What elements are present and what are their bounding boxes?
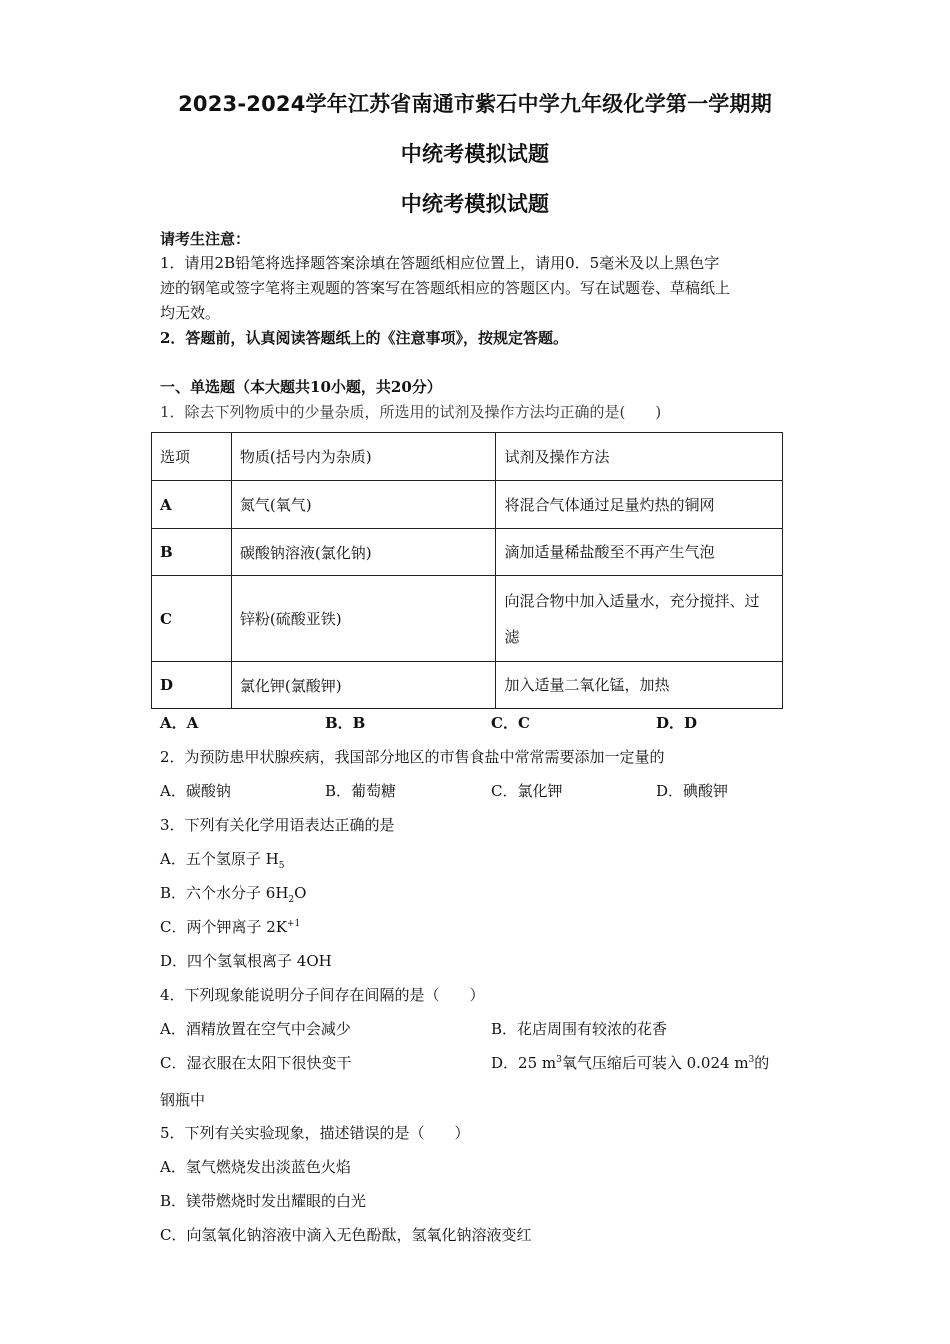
q3-stem: 3．下列有关化学用语表达正确的是 (160, 816, 395, 834)
q3-option-b (160, 882, 306, 905)
q4-option-d-sup1: 3 (556, 1055, 562, 1065)
q2-option-d: D．碘酸钾 (656, 782, 729, 800)
table-row (152, 481, 783, 529)
table-row (152, 662, 783, 709)
q4-stem: 4．下列现象能说明分子间存在间隔的是（ ） (160, 986, 485, 1004)
notice-item1-line1: 1．请用2B铅笔将选择题答案涂填在答题纸相应位置上，请用0．5毫米及以上黑色字 (160, 254, 720, 272)
q3-option-b-sub: 2 (288, 895, 295, 905)
document-title-line1: 2023-2024学年江苏省南通市紫石中学九年级化学第一学期期 (178, 92, 772, 116)
table-cell: B (152, 529, 232, 576)
q1-stem: 1．除去下列物质中的少量杂质，所选用的试剂及操作方法均正确的是( ) (160, 403, 662, 421)
q3-option-c-sup: +1 (287, 919, 301, 929)
notice-item1-line3: 均无效。 (160, 304, 221, 322)
q4-option-d-sup2: 3 (748, 1055, 755, 1065)
q5-option-a: A．氢气燃烧发出淡蓝色火焰 (160, 1158, 351, 1176)
table-cell: 加入适量二氧化锰，加热 (496, 662, 783, 709)
q4-option-b: B．花店周围有较浓的花香 (491, 1020, 668, 1038)
q5-option-b: B．镁带燃烧时发出耀眼的白光 (160, 1192, 367, 1210)
q3-option-c (160, 916, 300, 937)
q4-option-d (491, 1052, 769, 1073)
table-cell: 氯化钾(氯酸钾) (231, 662, 496, 709)
q1-option-d: D．D (656, 714, 698, 732)
q2-option-a: A．碳酸钠 (160, 782, 231, 800)
table-row (152, 529, 783, 576)
table-header-cell: 选项 (152, 433, 232, 481)
q5-option-c: C．向氢氧化钠溶液中滴入无色酚酞，氢氧化钠溶液变红 (160, 1226, 532, 1244)
q4-option-d-post: 的 (754, 1054, 770, 1072)
table-cell: 氮气(氧气) (231, 481, 496, 529)
q4-option-d-continuation: 钢瓶中 (160, 1091, 206, 1109)
table-cell: A (152, 481, 232, 529)
section1-heading: 一、单选题（本大题共10小题，共20分） (160, 378, 442, 396)
q3-option-a-sub: 5 (278, 861, 285, 871)
table-header-cell: 试剂及操作方法 (496, 433, 783, 481)
q3-option-b-tail: O (294, 884, 307, 902)
q3-option-a (160, 848, 284, 871)
q4-option-d-pre: D．25 m (491, 1054, 557, 1072)
q5-stem: 5．下列有关实验现象，描述错误的是（ ） (160, 1124, 470, 1142)
document-title-line3: 中统考模拟试题 (400, 192, 550, 216)
q4-option-a: A．酒精放置在空气中会减少 (160, 1020, 351, 1038)
q2-option-c: C．氯化钾 (491, 782, 563, 800)
q3-option-b-text: B．六个水分子 6H (160, 884, 289, 902)
table-header-cell: 物质(括号内为杂质) (231, 433, 496, 481)
q4-option-d-mid: 氧气压缩后可装入 0.024 m (561, 1054, 749, 1072)
q3-option-a-text: A．五个氢原子 H (160, 850, 279, 868)
table-row (152, 576, 783, 662)
q3-option-c-text: C．两个钾离子 2K (160, 918, 287, 936)
notice-item2: 2．答题前，认真阅读答题纸上的《注意事项》，按规定答题。 (160, 329, 568, 347)
table-cell: 碳酸钠溶液(氯化钠) (231, 529, 496, 576)
table-cell: 锌粉(硫酸亚铁) (231, 576, 496, 662)
q2-stem: 2．为预防患甲状腺疾病，我国部分地区的市售食盐中常常需要添加一定量的 (160, 748, 665, 766)
q1-table (151, 432, 783, 709)
q2-option-b: B．葡萄糖 (325, 782, 397, 800)
q1-option-c: C．C (491, 714, 530, 732)
table-cell: C (152, 576, 232, 662)
q3-option-d: D．四个氢氧根离子 4OH (160, 952, 332, 970)
q1-option-b: B．B (325, 714, 366, 732)
notice-heading: 请考生注意： (160, 230, 251, 248)
table-cell: 将混合气体通过足量灼热的铜网 (496, 481, 783, 529)
document-title-line2: 中统考模拟试题 (400, 142, 550, 166)
q4-option-c: C．湿衣服在太阳下很快变干 (160, 1054, 352, 1072)
table-cell: 滴加适量稀盐酸至不再产生气泡 (496, 529, 783, 576)
q1-option-a: A．A (160, 714, 199, 732)
table-header-row (152, 433, 783, 481)
table-cell: D (152, 662, 232, 709)
notice-item1-line2: 迹的钢笔或签字笔将主观题的答案写在答题纸相应的答题区内。写在试题卷、草稿纸上 (160, 279, 731, 297)
table-cell: 向混合物中加入适量水，充分搅拌、过滤 (496, 576, 783, 662)
